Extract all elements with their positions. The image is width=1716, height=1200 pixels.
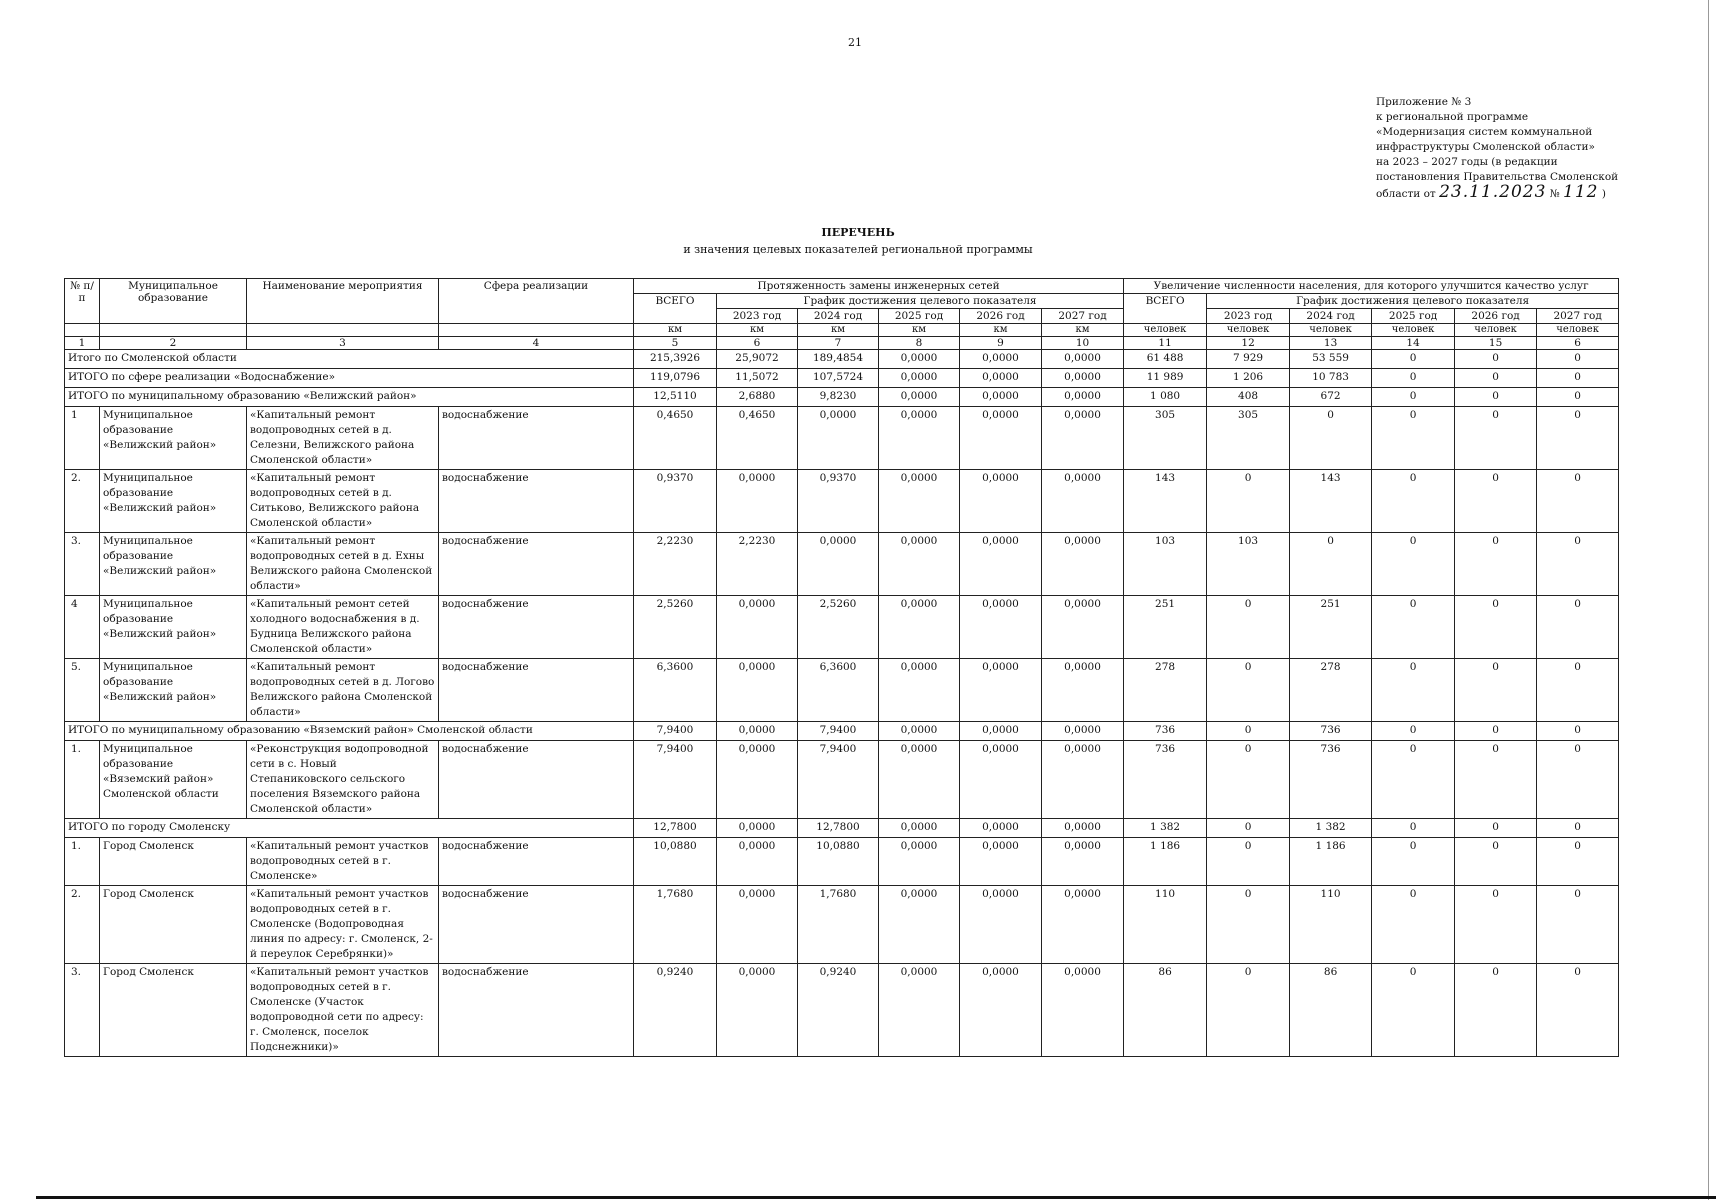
sphere-cell: водоснабжение	[439, 596, 634, 659]
length-value-cell: 0,0000	[1042, 819, 1124, 838]
length-value-cell: 107,5724	[798, 369, 879, 388]
header-pop-total: ВСЕГО	[1124, 294, 1207, 324]
table-row	[65, 596, 1619, 659]
subtotal-row	[65, 350, 1619, 369]
population-value-cell: 0	[1207, 659, 1290, 722]
subtotal-label: ИТОГО по муниципальному образованию «Вяземский район» Смоленской области	[65, 722, 634, 741]
header-population-group: Увеличение численности населения, для которого улучшится качество услуг	[1124, 279, 1619, 294]
population-value-cell: 251	[1124, 596, 1207, 659]
row-number: 5.	[65, 659, 100, 722]
length-value-cell: 0,0000	[960, 470, 1042, 533]
row-number: 1.	[65, 838, 100, 886]
population-value-cell: 86	[1290, 964, 1372, 1057]
appendix-line: инфраструктуры Смоленской области»	[1376, 141, 1595, 153]
event-cell: «Капитальный ремонт водопроводных сетей в д. Ехны Велижского района Смоленской области»	[247, 533, 439, 596]
header-year: 2024 год	[1290, 309, 1372, 324]
population-value-cell: 11 989	[1124, 369, 1207, 388]
length-value-cell: 12,7800	[634, 819, 717, 838]
length-value-cell: 0,0000	[1042, 470, 1124, 533]
row-number: 3.	[65, 964, 100, 1057]
municipality-cell: Муниципальное образование «Велижский район»	[100, 659, 247, 722]
unit-people: человек	[1455, 324, 1537, 337]
length-value-cell: 0,0000	[960, 369, 1042, 388]
length-value-cell: 0,0000	[798, 407, 879, 470]
subtotal-label: ИТОГО по муниципальному образованию «Велижский район»	[65, 388, 634, 407]
table-row	[65, 741, 1619, 819]
population-value-cell: 0	[1455, 659, 1537, 722]
page-number: 21	[848, 36, 862, 49]
length-value-cell: 0,0000	[960, 596, 1042, 659]
indicators-table-wrapper	[64, 278, 1618, 1057]
sphere-cell: водоснабжение	[439, 407, 634, 470]
row-number: 2.	[65, 886, 100, 964]
length-value-cell: 0,0000	[879, 388, 960, 407]
column-index: 15	[1455, 337, 1537, 350]
length-value-cell: 0,0000	[879, 886, 960, 964]
subtotal-row	[65, 819, 1619, 838]
population-value-cell: 0	[1537, 722, 1619, 741]
sphere-cell: водоснабжение	[439, 964, 634, 1057]
municipality-cell: Город Смоленск	[100, 838, 247, 886]
population-value-cell: 0	[1455, 350, 1537, 369]
event-cell: «Капитальный ремонт водопроводных сетей в д. Селезни, Велижского района Смоленской области»	[247, 407, 439, 470]
event-cell: «Капитальный ремонт водопроводных сетей в д. Ситьково, Велижского района Смоленской области»	[247, 470, 439, 533]
municipality-cell: Город Смоленск	[100, 886, 247, 964]
length-value-cell: 0,9370	[798, 470, 879, 533]
handwritten-number: 112	[1563, 182, 1599, 202]
length-value-cell: 0,0000	[1042, 838, 1124, 886]
population-value-cell: 736	[1124, 741, 1207, 819]
document-subtitle: и значения целевых показателей региональной программы	[683, 243, 1033, 256]
header-year: 2027 год	[1537, 309, 1619, 324]
population-value-cell: 0	[1537, 369, 1619, 388]
population-value-cell: 10 783	[1290, 369, 1372, 388]
header-length-schedule: График достижения целевого показателя	[717, 294, 1124, 309]
unit-km: км	[960, 324, 1042, 337]
length-value-cell: 0,0000	[879, 819, 960, 838]
population-value-cell: 0	[1372, 533, 1455, 596]
subtotal-row	[65, 722, 1619, 741]
length-value-cell: 215,3926	[634, 350, 717, 369]
unit-people: человек	[1207, 324, 1290, 337]
length-value-cell: 2,2230	[717, 533, 798, 596]
municipality-cell: Город Смоленск	[100, 964, 247, 1057]
length-value-cell: 1,7680	[798, 886, 879, 964]
population-value-cell: 143	[1124, 470, 1207, 533]
column-index: 5	[634, 337, 717, 350]
municipality-cell: Муниципальное образование «Велижский район»	[100, 533, 247, 596]
length-value-cell: 2,6880	[717, 388, 798, 407]
population-value-cell: 278	[1124, 659, 1207, 722]
unit-km: км	[879, 324, 960, 337]
length-value-cell: 0,0000	[879, 407, 960, 470]
length-value-cell: 0,4650	[717, 407, 798, 470]
population-value-cell: 0	[1455, 886, 1537, 964]
subtotal-label: Итого по Смоленской области	[65, 350, 634, 369]
population-value-cell: 0	[1537, 741, 1619, 819]
municipality-cell: Муниципальное образование «Велижский район»	[100, 407, 247, 470]
length-value-cell: 1,7680	[634, 886, 717, 964]
header-year: 2025 год	[879, 309, 960, 324]
population-value-cell: 278	[1290, 659, 1372, 722]
population-value-cell: 0	[1455, 964, 1537, 1057]
length-value-cell: 0,0000	[717, 596, 798, 659]
population-value-cell: 736	[1290, 722, 1372, 741]
population-value-cell: 0	[1537, 838, 1619, 886]
length-value-cell: 6,3600	[634, 659, 717, 722]
population-value-cell: 305	[1207, 407, 1290, 470]
population-value-cell: 0	[1537, 350, 1619, 369]
length-value-cell: 0,0000	[879, 369, 960, 388]
header-year: 2024 год	[798, 309, 879, 324]
population-value-cell: 0	[1207, 838, 1290, 886]
length-value-cell: 0,0000	[879, 838, 960, 886]
population-value-cell: 53 559	[1290, 350, 1372, 369]
length-value-cell: 2,2230	[634, 533, 717, 596]
length-value-cell: 0,0000	[717, 722, 798, 741]
population-value-cell: 0	[1455, 407, 1537, 470]
length-value-cell: 0,0000	[1042, 886, 1124, 964]
column-index: 9	[960, 337, 1042, 350]
row-number: 3.	[65, 533, 100, 596]
length-value-cell: 0,9240	[798, 964, 879, 1057]
population-value-cell: 0	[1537, 886, 1619, 964]
length-value-cell: 0,0000	[879, 722, 960, 741]
population-value-cell: 251	[1290, 596, 1372, 659]
population-value-cell: 103	[1207, 533, 1290, 596]
length-value-cell: 6,3600	[798, 659, 879, 722]
length-value-cell: 0,0000	[879, 470, 960, 533]
population-value-cell: 0	[1372, 722, 1455, 741]
length-value-cell: 0,0000	[960, 819, 1042, 838]
length-value-cell: 0,0000	[1042, 596, 1124, 659]
municipality-cell: Муниципальное образование «Вяземский район» Смоленской области	[100, 741, 247, 819]
header-year: 2026 год	[960, 309, 1042, 324]
length-value-cell: 2,5260	[634, 596, 717, 659]
length-value-cell: 2,5260	[798, 596, 879, 659]
table-row	[65, 659, 1619, 722]
population-value-cell: 0	[1537, 659, 1619, 722]
header-municipality: Муниципальное образование	[100, 279, 247, 324]
length-value-cell: 0,0000	[960, 838, 1042, 886]
length-value-cell: 25,9072	[717, 350, 798, 369]
length-value-cell: 0,0000	[1042, 407, 1124, 470]
row-number: 2.	[65, 470, 100, 533]
sphere-cell: водоснабжение	[439, 741, 634, 819]
document-title: ПЕРЕЧЕНЬ	[821, 226, 895, 239]
table-body	[65, 337, 1619, 1057]
length-value-cell: 0,0000	[879, 659, 960, 722]
population-value-cell: 0	[1455, 819, 1537, 838]
unit-km: км	[717, 324, 798, 337]
appendix-line: «Модернизация систем коммунальной	[1376, 126, 1593, 138]
column-index: 14	[1372, 337, 1455, 350]
length-value-cell: 0,0000	[879, 596, 960, 659]
length-value-cell: 189,4854	[798, 350, 879, 369]
column-index: 3	[247, 337, 439, 350]
length-value-cell: 0,0000	[960, 350, 1042, 369]
column-index: 10	[1042, 337, 1124, 350]
event-cell: «Капитальный ремонт участков водопроводных сетей в г. Смоленске (Водопроводная линия по адресу: г. Смоленск, 2-й переулок Серебрянки)»	[247, 886, 439, 964]
header-year: 2023 год	[717, 309, 798, 324]
appendix-line: к региональной программе	[1376, 111, 1529, 123]
population-value-cell: 0	[1455, 470, 1537, 533]
population-value-cell: 1 206	[1207, 369, 1290, 388]
header-num: № п/п	[65, 279, 100, 324]
header-year: 2023 год	[1207, 309, 1290, 324]
length-value-cell: 0,0000	[717, 659, 798, 722]
population-value-cell: 0	[1455, 741, 1537, 819]
population-value-cell: 1 080	[1124, 388, 1207, 407]
population-value-cell: 0	[1372, 838, 1455, 886]
population-value-cell: 0	[1455, 596, 1537, 659]
population-value-cell: 0	[1455, 388, 1537, 407]
population-value-cell: 0	[1455, 369, 1537, 388]
table-row	[65, 886, 1619, 964]
header-sphere: Сфера реализации	[439, 279, 634, 324]
length-value-cell: 119,0796	[634, 369, 717, 388]
appendix-date-prefix: области от	[1376, 188, 1436, 200]
population-value-cell: 0	[1537, 819, 1619, 838]
unit-km: км	[1042, 324, 1124, 337]
population-value-cell: 0	[1537, 596, 1619, 659]
population-value-cell: 0	[1207, 470, 1290, 533]
subtotal-label: ИТОГО по сфере реализации «Водоснабжение»	[65, 369, 634, 388]
length-value-cell: 10,0880	[798, 838, 879, 886]
table-row	[65, 407, 1619, 470]
length-value-cell: 0,4650	[634, 407, 717, 470]
event-cell: «Капитальный ремонт сетей холодного водоснабжения в д. Будница Велижского района Смоленской области»	[247, 596, 439, 659]
column-index: 11	[1124, 337, 1207, 350]
indicators-table	[64, 278, 1619, 1057]
length-value-cell: 0,0000	[1042, 741, 1124, 819]
column-index: 6	[1537, 337, 1619, 350]
population-value-cell: 0	[1537, 407, 1619, 470]
population-value-cell: 0	[1207, 722, 1290, 741]
length-value-cell: 0,0000	[960, 722, 1042, 741]
length-value-cell: 7,9400	[798, 722, 879, 741]
population-value-cell: 672	[1290, 388, 1372, 407]
population-value-cell: 408	[1207, 388, 1290, 407]
length-value-cell: 0,0000	[717, 470, 798, 533]
length-value-cell: 0,0000	[960, 388, 1042, 407]
population-value-cell: 0	[1372, 407, 1455, 470]
population-value-cell: 0	[1207, 741, 1290, 819]
length-value-cell: 7,9400	[798, 741, 879, 819]
length-value-cell: 11,5072	[717, 369, 798, 388]
event-cell: «Капитальный ремонт участков водопроводных сетей в г. Смоленске»	[247, 838, 439, 886]
length-value-cell: 0,0000	[879, 964, 960, 1057]
header-pop-schedule: График достижения целевого показателя	[1207, 294, 1619, 309]
row-number: 1	[65, 407, 100, 470]
population-value-cell: 103	[1124, 533, 1207, 596]
population-value-cell: 61 488	[1124, 350, 1207, 369]
population-value-cell: 7 929	[1207, 350, 1290, 369]
length-value-cell: 0,0000	[879, 350, 960, 369]
population-value-cell: 736	[1124, 722, 1207, 741]
length-value-cell: 0,0000	[879, 741, 960, 819]
column-index: 4	[439, 337, 634, 350]
unit-people: человек	[1537, 324, 1619, 337]
length-value-cell: 0,0000	[1042, 388, 1124, 407]
population-value-cell: 1 186	[1124, 838, 1207, 886]
length-value-cell: 12,5110	[634, 388, 717, 407]
population-value-cell: 0	[1372, 596, 1455, 659]
population-value-cell: 110	[1290, 886, 1372, 964]
population-value-cell: 0	[1290, 533, 1372, 596]
length-value-cell: 0,0000	[1042, 659, 1124, 722]
length-value-cell: 0,9370	[634, 470, 717, 533]
population-value-cell: 110	[1124, 886, 1207, 964]
unit-people: человек	[1372, 324, 1455, 337]
scan-bottom-line	[36, 1196, 1716, 1199]
row-number: 1.	[65, 741, 100, 819]
population-value-cell: 0	[1372, 350, 1455, 369]
length-value-cell: 0,0000	[1042, 533, 1124, 596]
subtotal-row	[65, 369, 1619, 388]
column-index: 8	[879, 337, 960, 350]
length-value-cell: 0,0000	[960, 407, 1042, 470]
population-value-cell: 0	[1537, 388, 1619, 407]
sphere-cell: водоснабжение	[439, 886, 634, 964]
header-length-group: Протяженность замены инженерных сетей	[634, 279, 1124, 294]
population-value-cell: 86	[1124, 964, 1207, 1057]
column-index: 1	[65, 337, 100, 350]
population-value-cell: 1 382	[1124, 819, 1207, 838]
population-value-cell: 0	[1372, 819, 1455, 838]
header-year: 2025 год	[1372, 309, 1455, 324]
population-value-cell: 0	[1455, 533, 1537, 596]
length-value-cell: 0,0000	[717, 964, 798, 1057]
appendix-line: на 2023 – 2027 годы (в редакции	[1376, 156, 1558, 168]
sphere-cell: водоснабжение	[439, 533, 634, 596]
unit-km: км	[634, 324, 717, 337]
length-value-cell: 0,0000	[717, 741, 798, 819]
population-value-cell: 0	[1372, 741, 1455, 819]
event-cell: «Реконструкция водопроводной сети в с. Новый Степаниковского сельского поселения Вяземского района Смоленской области»	[247, 741, 439, 819]
handwritten-date: 23.11.2023	[1439, 182, 1547, 202]
subtotal-label: ИТОГО по городу Смоленску	[65, 819, 634, 838]
scan-edge-line	[1708, 0, 1709, 1200]
unit-km: км	[798, 324, 879, 337]
population-value-cell: 305	[1124, 407, 1207, 470]
population-value-cell: 0	[1372, 659, 1455, 722]
population-value-cell: 1 186	[1290, 838, 1372, 886]
header-year: 2026 год	[1455, 309, 1537, 324]
population-value-cell: 0	[1372, 886, 1455, 964]
population-value-cell: 0	[1537, 533, 1619, 596]
sphere-cell: водоснабжение	[439, 659, 634, 722]
event-cell: «Капитальный ремонт участков водопроводных сетей в г. Смоленске (Участок водопроводной сети по адресу: г. Смоленск, поселок Подснежники)»	[247, 964, 439, 1057]
length-value-cell: 10,0880	[634, 838, 717, 886]
length-value-cell: 0,0000	[960, 741, 1042, 819]
population-value-cell: 1 382	[1290, 819, 1372, 838]
population-value-cell: 0	[1537, 470, 1619, 533]
population-value-cell: 736	[1290, 741, 1372, 819]
sphere-cell: водоснабжение	[439, 838, 634, 886]
closing-paren: )	[1601, 188, 1606, 200]
population-value-cell: 0	[1372, 369, 1455, 388]
length-value-cell: 0,0000	[960, 659, 1042, 722]
population-value-cell: 0	[1455, 838, 1537, 886]
length-value-cell: 0,0000	[960, 964, 1042, 1057]
length-value-cell: 7,9400	[634, 741, 717, 819]
length-value-cell: 0,0000	[960, 533, 1042, 596]
column-index: 2	[100, 337, 247, 350]
length-value-cell: 0,0000	[717, 819, 798, 838]
length-value-cell: 0,0000	[798, 533, 879, 596]
unit-people: человек	[1290, 324, 1372, 337]
population-value-cell: 0	[1372, 388, 1455, 407]
length-value-cell: 7,9400	[634, 722, 717, 741]
table-row	[65, 838, 1619, 886]
length-value-cell: 0,0000	[1042, 350, 1124, 369]
appendix-line: Приложение № 3	[1376, 96, 1472, 108]
population-value-cell: 0	[1207, 819, 1290, 838]
length-value-cell: 12,7800	[798, 819, 879, 838]
column-index-row	[65, 337, 1619, 350]
length-value-cell: 0,0000	[1042, 964, 1124, 1057]
header-year: 2027 год	[1042, 309, 1124, 324]
header-length-total: ВСЕГО	[634, 294, 717, 324]
length-value-cell: 0,9240	[634, 964, 717, 1057]
column-index: 6	[717, 337, 798, 350]
population-value-cell: 0	[1290, 407, 1372, 470]
population-value-cell: 0	[1455, 722, 1537, 741]
length-value-cell: 0,0000	[879, 533, 960, 596]
appendix-line-last	[1376, 182, 1646, 202]
municipality-cell: Муниципальное образование «Велижский район»	[100, 596, 247, 659]
table-row	[65, 470, 1619, 533]
length-value-cell: 0,0000	[717, 838, 798, 886]
population-value-cell: 0	[1207, 886, 1290, 964]
length-value-cell: 0,0000	[960, 886, 1042, 964]
length-value-cell: 0,0000	[1042, 722, 1124, 741]
length-value-cell: 0,0000	[717, 886, 798, 964]
column-index: 12	[1207, 337, 1290, 350]
column-index: 13	[1290, 337, 1372, 350]
sphere-cell: водоснабжение	[439, 470, 634, 533]
population-value-cell: 0	[1372, 964, 1455, 1057]
number-sign: №	[1549, 188, 1560, 200]
table-row	[65, 533, 1619, 596]
unit-people: человек	[1124, 324, 1207, 337]
event-cell: «Капитальный ремонт водопроводных сетей в д. Логово Велижского района Смоленской области»	[247, 659, 439, 722]
appendix-note	[1376, 95, 1646, 202]
population-value-cell: 0	[1537, 964, 1619, 1057]
length-value-cell: 9,8230	[798, 388, 879, 407]
appendix-line: постановления Правительства Смоленской	[1376, 171, 1619, 183]
population-value-cell: 0	[1207, 964, 1290, 1057]
table-row	[65, 964, 1619, 1057]
length-value-cell: 0,0000	[1042, 369, 1124, 388]
header-event: Наименование мероприятия	[247, 279, 439, 324]
population-value-cell: 0	[1372, 470, 1455, 533]
municipality-cell: Муниципальное образование «Велижский район»	[100, 470, 247, 533]
column-index: 7	[798, 337, 879, 350]
population-value-cell: 143	[1290, 470, 1372, 533]
subtotal-row	[65, 388, 1619, 407]
row-number: 4	[65, 596, 100, 659]
population-value-cell: 0	[1207, 596, 1290, 659]
